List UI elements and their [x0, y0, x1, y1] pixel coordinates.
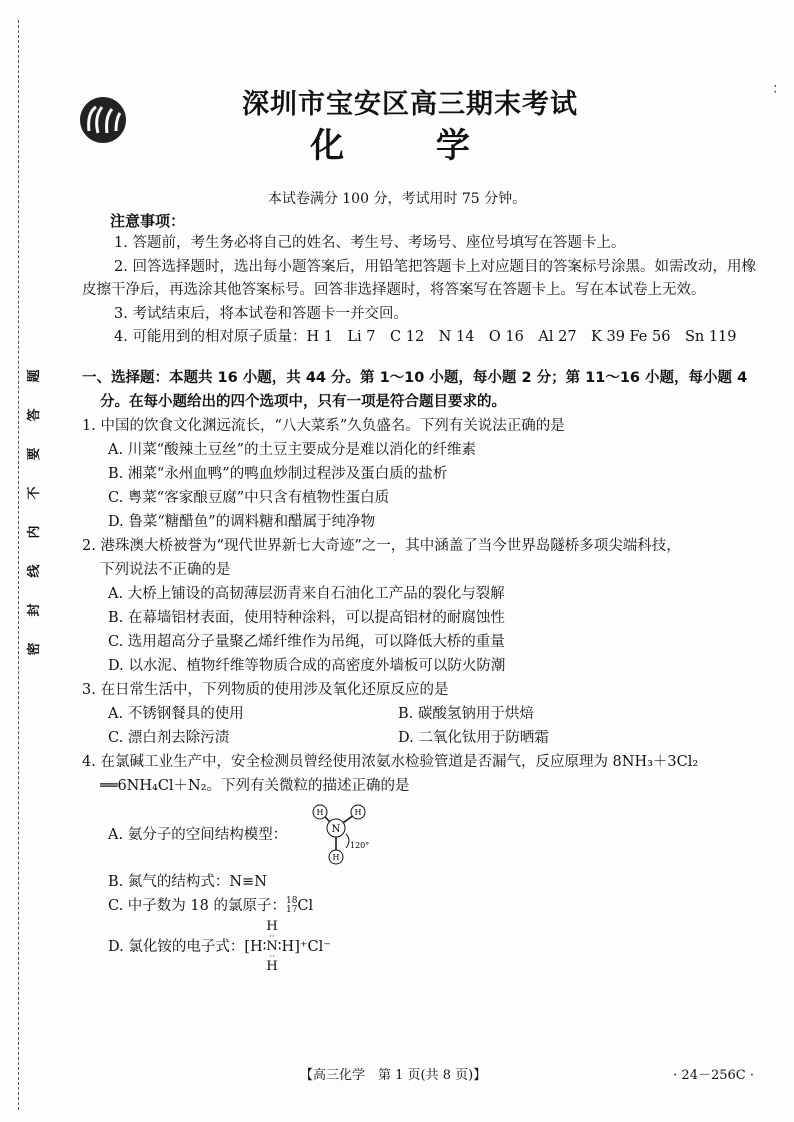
question-1-option-b: B. 湘菜“永州血鸭”的鸭血炒制过程涉及蛋白质的盐析 [108, 465, 448, 482]
margin-char: 题 [26, 370, 40, 386]
isotope-notation [286, 894, 313, 918]
question-4-stem: 4. 在氯碱工业生产中，安全检测员曾经使用浓氨水检验管道是否漏气，反应原理为 8NH₃＋3Cl₂ [82, 753, 699, 770]
margin-char: 密 [26, 643, 40, 659]
electron-formula-top-h: H [266, 918, 278, 934]
ammonia-model-diagram [298, 800, 378, 870]
question-1-stem: 1. 中国的饮食文化渊远流长，“八大菜系”久负盛名。下列有关说法正确的是 [82, 417, 565, 434]
page-footer: 【高三化学 第 1 页(共 8 页)】 [300, 1068, 487, 1083]
question-2-stem-cont: 下列说法不正确的是 [100, 561, 231, 578]
atom-h-label: H [354, 807, 362, 817]
section-heading [82, 366, 756, 414]
electron-formula [244, 920, 331, 974]
question-3-option-a: A. 不锈钢餐具的使用 [108, 705, 244, 722]
corner-mark: ： [772, 81, 786, 97]
margin-char: 封 [26, 604, 40, 620]
bond-angle-label: 120° [349, 840, 370, 850]
question-4-option-a [82, 800, 756, 870]
margin-char: 答 [26, 409, 40, 425]
question-3-option-b: B. 碳酸氢钠用于烘焙 [398, 705, 534, 722]
question-2-option-c: C. 选用超高分子量聚乙烯纤维作为吊绳，可以降低大桥的重量 [108, 633, 505, 650]
margin-char: 内 [26, 526, 40, 542]
isotope-mass: 18 [285, 895, 298, 906]
question-3-stem: 3. 在日常生活中，下列物质的使用涉及氧化还原反应的是 [82, 681, 449, 698]
note-item: 2. 回答选择题时，选出每小题答案后，用铅笔把答题卡上对应题目的答案标号涂黑。如需改动，用橡皮擦干净后，再选涂其他答案标号。回答非选择题时，将答案写在答题卡上。写在本试卷上无效。 [82, 258, 756, 298]
note-item: 1. 答题前，考生务必将自己的姓名、考生号、考场号、座位号填写在答题卡上。 [114, 235, 626, 251]
paper-code: · 24－256C · [673, 1068, 754, 1083]
note-item: 4. 可能用到的相对原子质量：H 1 Li 7 C 12 N 14 O 16 Al 27 K 39 Fe 56 Sn 119 [114, 329, 737, 345]
question-2-option-d: D. 以水泥、植物纤维等物质合成的高密度外墙板可以防火防潮 [108, 657, 506, 674]
section-heading-line1: 一、选择题：本题共 16 小题，共 44 分。第 1～10 小题，每小题 2 分；第 11～16 小题，每小题 4 [82, 369, 748, 386]
section-heading-line2: 分。在每小题给出的四个选项中，只有一项是符合题目要求的。 [100, 393, 506, 410]
question-4-stem-cont: ══6NH₄Cl＋N₂。下列有关微粒的描述正确的是 [100, 777, 410, 794]
electron-formula-bottom-h: H [266, 958, 278, 974]
question-2-option-b: B. 在幕墙铝材表面，使用特种涂料，可以提高铝材的耐腐蚀性 [108, 609, 505, 626]
atom-h-label: H [332, 852, 340, 862]
electron-dots-top: ·· [269, 931, 275, 941]
question-2-stem: 2. 港珠澳大桥被誉为“现代世界新七大奇迹”之一，其中涵盖了当今世界岛隧桥多项尖端科技， [82, 537, 681, 554]
question-4-option-c [82, 894, 756, 918]
exam-title: 深圳市宝安区高三期末考试 [242, 89, 578, 120]
electron-formula-left: [H∶ [244, 938, 267, 955]
margin-char: 要 [26, 448, 40, 464]
electron-formula-right: ∶H]⁺Cl⁻ [277, 938, 331, 955]
question-4-option-c-text: C. 中子数为 18 的氯原子： [108, 897, 286, 914]
question-1-option-c: C. 粤菜“客家酿豆腐”中只含有植物性蛋白质 [108, 489, 390, 506]
question-3-options-row2 [82, 726, 756, 750]
isotope-symbol: Cl [297, 897, 314, 914]
question-3-option-d: D. 二氧化钛用于防晒霜 [398, 729, 549, 746]
atom-h-label: H [316, 807, 324, 817]
question-3-option-c: C. 漂白剂去除污渍 [108, 729, 230, 746]
subject-title: 化 学 [310, 126, 510, 166]
electron-formula-center [266, 920, 277, 974]
question-3-options-row1 [82, 702, 756, 726]
question-1-option-d: D. 鲁菜“糖醋鱼”的调料糖和醋属于纯净物 [108, 513, 376, 530]
exam-content [82, 210, 756, 974]
note-item: 3. 考试结束后，将本试卷和答题卡一并交回。 [114, 305, 408, 322]
question-4-option-b: B. 氮气的结构式：N≡N [108, 873, 267, 890]
question-2-option-a: A. 大桥上铺设的高韧薄层沥青来自石油化工产品的裂化与裂解 [108, 585, 505, 602]
question-4-option-a-text: A. 氨分子的空间结构模型： [108, 826, 288, 843]
margin-char: 线 [26, 565, 40, 581]
margin-notice [22, 372, 44, 658]
question-4-option-d [82, 920, 756, 974]
exam-info: 本试卷满分 100 分，考试用时 75 分钟。 [267, 191, 527, 207]
binding-line [18, 20, 19, 1110]
question-1-option-a: A. 川菜“酸辣土豆丝”的土豆主要成分是难以消化的纤维素 [108, 441, 477, 458]
notes-heading: 注意事项： [110, 212, 186, 230]
electron-formula-n: N [266, 938, 278, 954]
electron-dots-bottom: ·· [269, 951, 275, 961]
question-4-option-d-text: D. 氯化铵的电子式： [108, 938, 245, 955]
isotope-atomic-number: 17 [285, 904, 298, 915]
exam-logo-icon [78, 95, 128, 145]
margin-char: 不 [26, 487, 40, 503]
atom-n-label: N [331, 823, 341, 835]
